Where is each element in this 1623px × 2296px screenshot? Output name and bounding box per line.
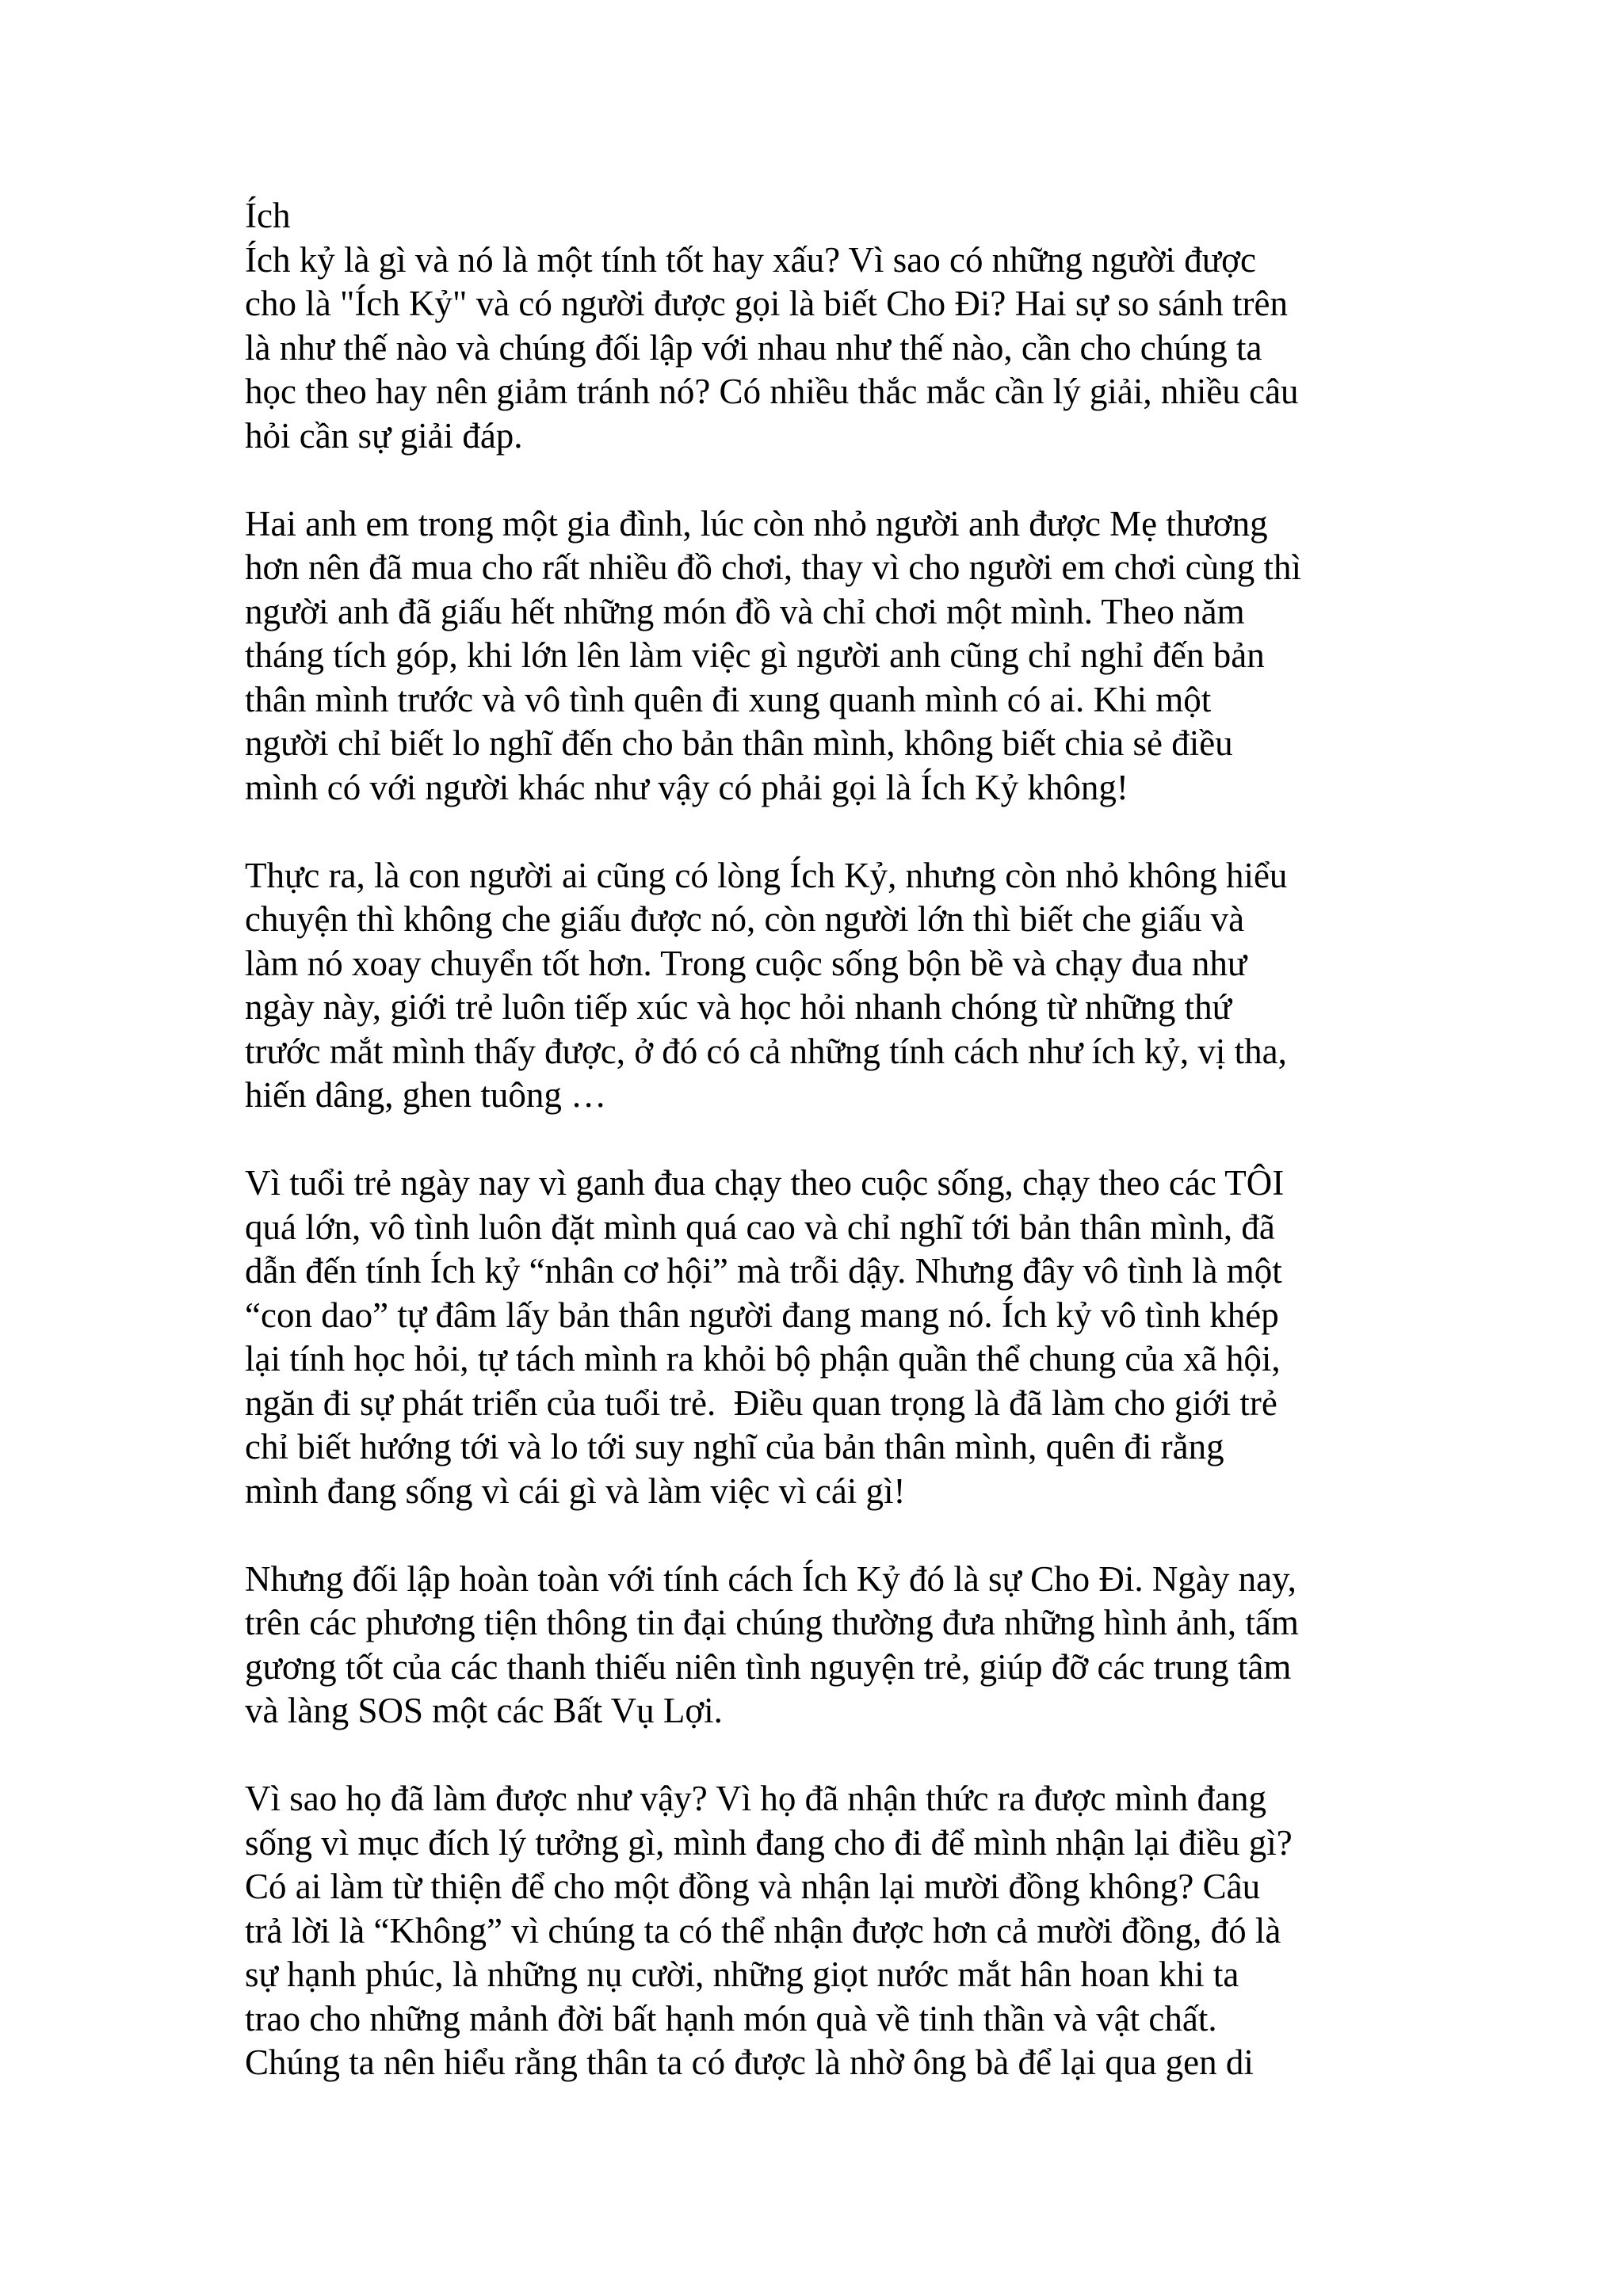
paragraph-line: gương tốt của các thanh thiếu niên tình nguyện trẻ, giúp đỡ các trung tâm [245, 1646, 1292, 1687]
paragraph-line: hỏi cần sự giải đáp. [245, 415, 523, 456]
paragraph-line: sống vì mục đích lý tưởng gì, mình đang cho đi để mình nhận lại điều gì? [245, 1822, 1293, 1863]
paragraph-line: dẫn đến tính Ích kỷ “nhân cơ hội” mà trỗi dậy. Nhưng đây vô tình là một [245, 1251, 1282, 1291]
paragraph-line: học theo hay nên giảm tránh nó? Có nhiều thắc mắc cần lý giải, nhiều câu [245, 372, 1299, 411]
paragraph-line: Có ai làm từ thiện để cho một đồng và nhận lại mười đồng không? Câu [245, 1867, 1261, 1906]
paragraph-line: hiến dâng, ghen tuông … [245, 1075, 607, 1115]
paragraph-line: ngăn đi sự phát triển của tuổi trẻ. Điều quan trọng là đã làm cho giới trẻ [245, 1383, 1277, 1423]
paragraph-line: và làng SOS một các Bất Vụ Lợi. [245, 1691, 723, 1730]
paragraph-line: chỉ biết hướng tới và lo tới suy nghĩ của bản thân mình, quên đi rằng [245, 1427, 1224, 1466]
paragraph-line: sự hạnh phúc, là những nụ cười, những giọt nước mắt hân hoan khi ta [245, 1955, 1239, 1994]
paragraph-line: Ích kỷ là gì và nó là một tính tốt hay xấu? Vì sao có những người được [245, 239, 1256, 280]
paragraph-line: mình đang sống vì cái gì và làm việc vì cái gì! [245, 1470, 906, 1511]
paragraph-line: trước mắt mình thấy được, ở đó có cả những tính cách như ích kỷ, vị tha, [245, 1031, 1287, 1071]
paragraph-line: tháng tích góp, khi lớn lên làm việc gì người anh cũng chỉ nghỉ đến bản [245, 635, 1265, 675]
paragraph-line: trả lời là “Không” vì chúng ta có thể nhận được hơn cả mười đồng, đó là [245, 1910, 1281, 1951]
paragraph-1 [245, 238, 1386, 459]
paragraph-line: cho là "Ích Kỷ" và có người được gọi là biết Cho Đi? Hai sự so sánh trên [245, 284, 1288, 323]
paragraph-line: Vì sao họ đã làm được như vậy? Vì họ đã nhận thức ra được mình đang [245, 1779, 1267, 1818]
document-body [245, 194, 1386, 2085]
paragraph-line: làm nó xoay chuyển tốt hơn. Trong cuộc sống bộn bề và chạy đua như [245, 943, 1247, 983]
paragraph-line: Vì tuổi trẻ ngày nay vì ganh đua chạy theo cuộc sống, chạy theo các TÔI [245, 1163, 1285, 1203]
paragraph-line: hơn nên đã mua cho rất nhiều đồ chơi, thay vì cho người em chơi cùng thì [245, 547, 1302, 587]
paragraph-line: thân mình trước và vô tình quên đi xung quanh mình có ai. Khi một [245, 679, 1212, 719]
paragraph-line: mình có với người khác như vậy có phải gọi là Ích Kỷ không! [245, 767, 1128, 807]
paragraph-line: người chỉ biết lo nghĩ đến cho bản thân mình, không biết chia sẻ điều [245, 723, 1233, 763]
paragraph-5 [245, 1558, 1386, 1733]
paragraph-line: Nhưng đối lập hoàn toàn với tính cách Ích Kỷ đó là sự Cho Đi. Ngày nay, [245, 1558, 1296, 1599]
paragraph-line: chuyện thì không che giấu được nó, còn người lớn thì biết che giấu và [245, 899, 1245, 939]
paragraph-4 [245, 1161, 1386, 1513]
paragraph-line: lại tính học hỏi, tự tách mình ra khỏi bộ phận quần thể chung của xã hội, [245, 1339, 1281, 1379]
paragraph-3 [245, 854, 1386, 1118]
paragraph-line: người anh đã giấu hết những món đồ và chỉ chơi một mình. Theo năm [245, 591, 1245, 631]
paragraph-6 [245, 1777, 1386, 2085]
paragraph-line: ngày này, giới trẻ luôn tiếp xúc và học hỏi nhanh chóng từ những thứ [245, 987, 1232, 1027]
paragraph-line: quá lớn, vô tình luôn đặt mình quá cao và chỉ nghĩ tới bản thân mình, đã [245, 1207, 1275, 1247]
document-title: Ích [245, 196, 291, 235]
paragraph-line: trao cho những mảnh đời bất hạnh món quà về tinh thần và vật chất. [245, 1998, 1217, 2039]
paragraph-line: trên các phương tiện thông tin đại chúng thường đưa những hình ảnh, tấm [245, 1603, 1299, 1642]
paragraph-line: Thực ra, là con người ai cũng có lòng Ích Kỷ, nhưng còn nhỏ không hiểu [245, 855, 1288, 895]
paragraph-2 [245, 502, 1386, 810]
paragraph-line: Chúng ta nên hiểu rằng thân ta có được là nhờ ông bà để lại qua gen di [245, 2042, 1254, 2082]
paragraph-line: là như thế nào và chúng đối lập với nhau như thế nào, cần cho chúng ta [245, 327, 1262, 368]
paragraph-line: “con dao” tự đâm lấy bản thân người đang mang nó. Ích kỷ vô tình khép [245, 1295, 1279, 1335]
paragraph-line: Hai anh em trong một gia đình, lúc còn nhỏ người anh được Mẹ thương [245, 503, 1268, 543]
